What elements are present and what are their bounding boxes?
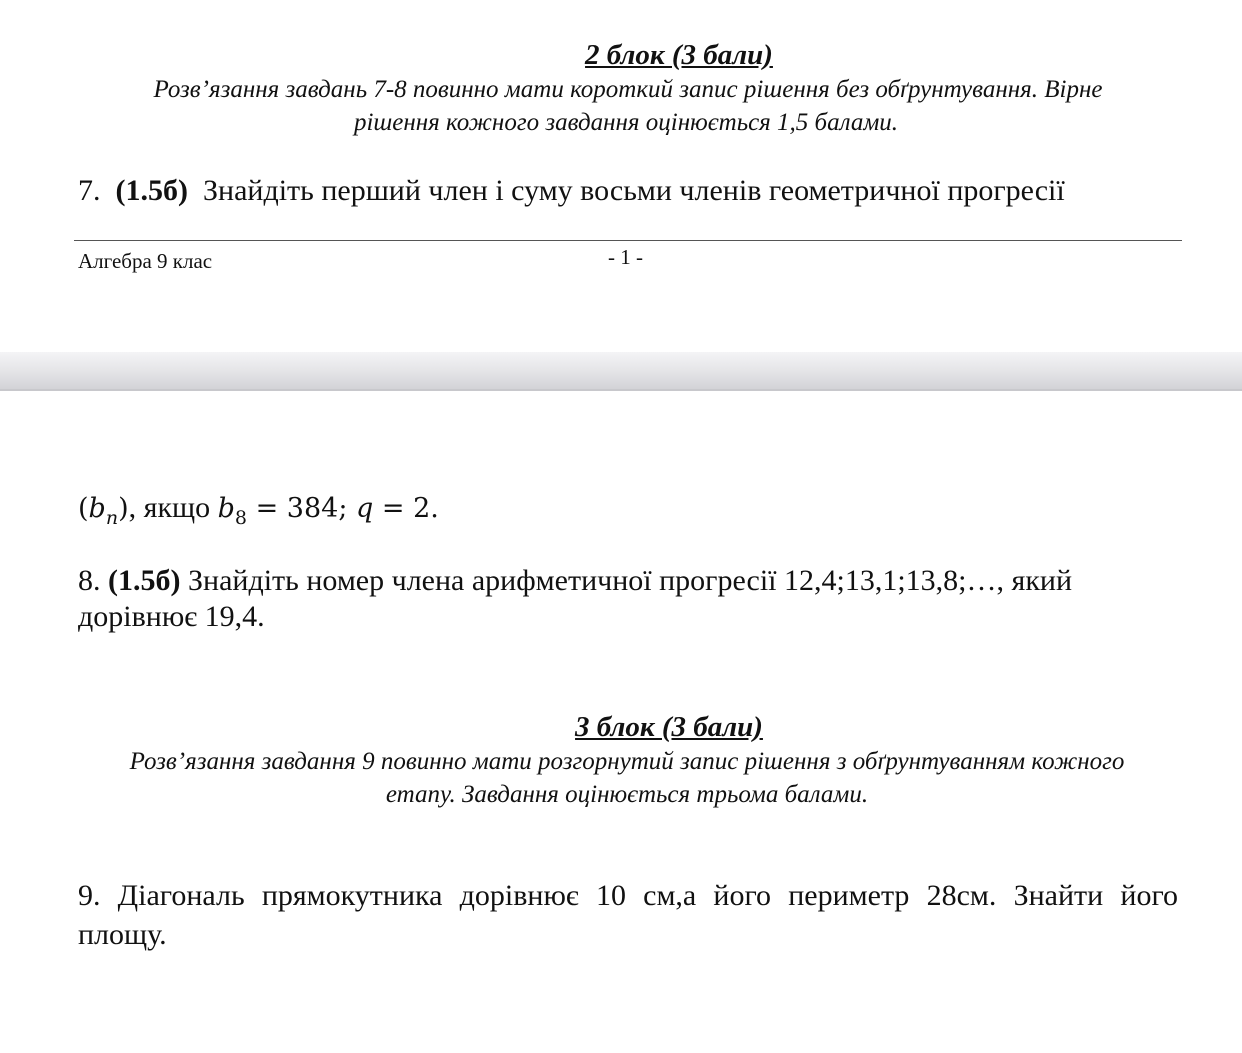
- formula-condition: $b_8 = 384$; q = 2.: [217, 493, 439, 529]
- task7-text: Знайдіть перший член і суму восьми членів геометричної прогресії: [202, 174, 1065, 207]
- block3-description-line2: етапу. Завдання оцінюється трьома балами.: [385, 781, 869, 808]
- block3-description-line1: Розв’язання завдання 9 повинно мати розгорнутий запис рішення з обґрунтуванням кожного: [129, 748, 1125, 775]
- task7-formula-line: [78, 488, 439, 538]
- task7-points: (1.5б): [115, 174, 188, 207]
- task8-line1: [78, 562, 1072, 600]
- footer-subject: Алгебра 9 клас: [78, 249, 213, 273]
- task9-line1: 9. Діагональ прямокутника дорівнює 10 см,а його периметр 28см. Знайти його: [78, 879, 1178, 912]
- page-break-edge: [0, 389, 1242, 391]
- task8-text: Знайдіть номер члена арифметичної прогресії 12,4;13,1;13,8;…, який: [187, 564, 1073, 597]
- block3-title: 3 блок (3 бали): [575, 711, 763, 743]
- task7-number: 7.: [78, 174, 101, 207]
- task7-line: [78, 172, 1065, 210]
- task7-condition-text: , якщо: [128, 491, 211, 524]
- task8-number: 8.: [78, 564, 101, 597]
- block2-description-line2: рішення кожного завдання оцінюється 1,5 балами.: [353, 109, 899, 136]
- footer-page-number: - 1 -: [608, 245, 643, 269]
- task8-line2: дорівнює 19,4.: [78, 600, 265, 633]
- block2-title: 2 блок (3 бали): [585, 39, 773, 71]
- footer-divider: [74, 240, 1182, 241]
- page-break: [0, 352, 1242, 390]
- formula-sequence: $(b_n)$: [78, 493, 129, 529]
- task8-points: (1.5б): [108, 564, 181, 597]
- block2-description-line1: Розв’язання завдань 7-8 повинно мати короткий запис рішення без обґрунтування. Вірне: [153, 76, 1103, 103]
- task9-line2: площу.: [78, 918, 167, 951]
